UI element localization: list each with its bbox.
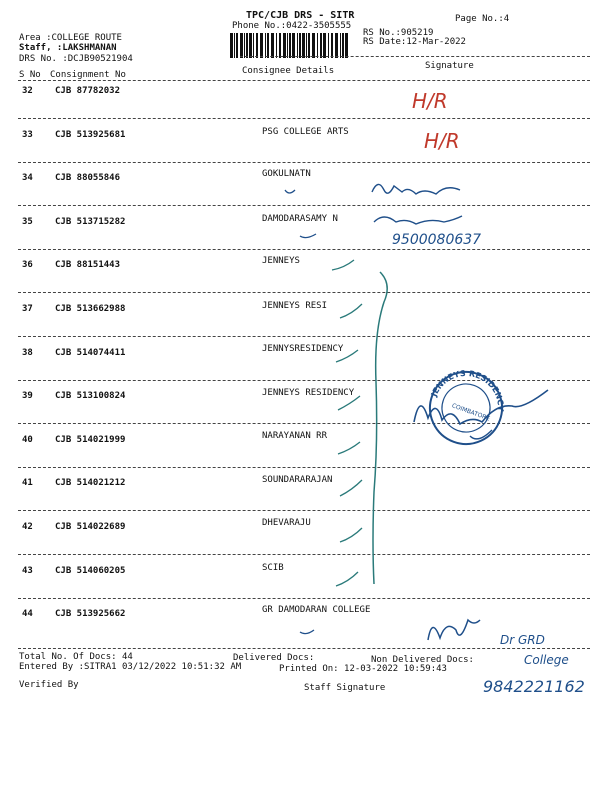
row-consignment-no: CJB 514022689 xyxy=(55,522,126,532)
row-sno: 36 xyxy=(22,260,33,271)
row-consignee: NARAYANAN RR xyxy=(262,430,328,441)
printed-on: Printed On: 12-03-2022 10:59:43 xyxy=(279,664,447,674)
row-consignee: PSG COLLEGE ARTS xyxy=(262,126,349,137)
row-sno: 34 xyxy=(22,173,33,184)
row-consignment-no: CJB 87782032 xyxy=(55,86,121,96)
barcode-bar xyxy=(306,33,307,58)
row-consignee: DAMODARASAMY N xyxy=(262,213,338,224)
row-divider xyxy=(18,118,590,119)
row-consignee: JENNEYS xyxy=(262,256,300,267)
phone-note-row35: 9500080637 xyxy=(392,232,482,248)
barcode-bar xyxy=(328,33,329,58)
row-consignment-no: CJB 88055846 xyxy=(55,173,121,184)
row-divider xyxy=(18,510,590,511)
row-sno: 39 xyxy=(22,391,33,402)
barcode-bar xyxy=(240,33,243,58)
row-consignment-no: CJB 88151443 xyxy=(55,260,121,271)
barcode-bar xyxy=(345,33,348,58)
row-consignee: GOKULNATN xyxy=(262,169,311,180)
table-row xyxy=(0,475,600,522)
area-label: Area :COLLEGE ROUTE xyxy=(19,33,122,43)
table-row xyxy=(0,169,600,217)
row-divider xyxy=(18,249,590,250)
barcode-bar xyxy=(256,33,258,58)
barcode-bar xyxy=(340,33,341,58)
row-divider xyxy=(18,380,590,381)
delivered-docs: Delivered Docs: xyxy=(233,653,315,663)
barcode-bar xyxy=(312,33,315,58)
row-divider xyxy=(18,205,590,206)
table-row xyxy=(0,126,600,174)
barcode-bar xyxy=(234,33,235,58)
row-divider xyxy=(18,423,590,424)
row-consignment-no: CJB 514021999 xyxy=(55,434,126,445)
barcode-bar xyxy=(297,33,298,58)
header-divider-top xyxy=(240,56,590,57)
row-consignment-no: CJB 514060205 xyxy=(55,565,126,576)
row-sno: 32 xyxy=(22,86,33,96)
row-divider xyxy=(18,554,590,555)
barcode-bar xyxy=(299,33,301,58)
table-row xyxy=(0,301,600,348)
column-header-sno: S No xyxy=(19,70,41,80)
column-header-signature: Signature xyxy=(425,61,474,71)
barcode-bar xyxy=(236,33,238,58)
row-sno: 33 xyxy=(22,129,33,140)
footer-divider xyxy=(18,648,590,649)
barcode xyxy=(229,33,351,58)
row-consignment-no: CJB 514074411 xyxy=(55,347,126,358)
barcode-bar xyxy=(308,33,310,58)
barcode-bar xyxy=(331,33,333,58)
barcode-bar xyxy=(244,33,245,58)
column-header-consignee: Consignee Details xyxy=(242,66,335,76)
barcode-bar xyxy=(317,33,318,58)
barcode-bar xyxy=(276,33,277,58)
row-consignment-no: CJB 513925662 xyxy=(55,609,126,620)
barcode-bar xyxy=(289,33,291,58)
table-row xyxy=(0,343,600,392)
row-sno: 41 xyxy=(22,478,33,489)
table-row xyxy=(0,605,600,653)
column-header-consignment: Consignment No xyxy=(50,70,126,80)
row-consignee: GR DAMODARAN COLLEGE xyxy=(262,605,371,616)
hr-mark-row32: H/R xyxy=(412,89,448,113)
row-sno: 37 xyxy=(22,304,33,314)
staff-label: Staff, :LAKSHMANAN xyxy=(19,43,117,53)
barcode-bar xyxy=(230,33,233,58)
document-title: TPC/CJB DRS - SITR xyxy=(246,10,355,21)
row-sno: 43 xyxy=(22,565,33,576)
row-sno: 44 xyxy=(22,609,33,620)
phone-number: Phone No.:0422-3505555 xyxy=(232,21,352,31)
row-sno: 35 xyxy=(22,216,33,227)
stamp-city: COIMBATORE xyxy=(450,402,491,423)
note-college: College xyxy=(524,653,569,667)
table-row xyxy=(0,388,600,435)
row-divider xyxy=(18,467,590,468)
barcode-bar xyxy=(323,33,326,58)
barcode-bar xyxy=(302,33,305,58)
row-consignment-no: CJB 514021212 xyxy=(55,478,126,489)
row-consignee: JENNEYS RESIDENCY xyxy=(262,388,355,399)
barcode-bar xyxy=(267,33,269,58)
barcode-bar xyxy=(253,33,254,58)
row-divider xyxy=(18,162,590,163)
row-consignee: JENNYSRESIDENCY xyxy=(262,343,344,354)
barcode-bar xyxy=(292,33,295,58)
drs-number: DRS No. :DCJB90521904 xyxy=(19,54,133,64)
row-consignment-no: CJB 513662988 xyxy=(55,304,126,314)
header-divider-bottom xyxy=(18,80,590,81)
row-sno: 38 xyxy=(22,347,33,358)
row-consignment-no: CJB 513715282 xyxy=(55,216,126,227)
barcode-bar xyxy=(260,33,263,58)
verified-by: Verified By xyxy=(19,680,79,690)
rs-number: RS No.:905219 xyxy=(363,28,434,38)
table-row xyxy=(0,256,600,304)
phone-note-row44: 9842221162 xyxy=(483,677,585,696)
note-dr-grd: Dr GRD xyxy=(500,633,545,647)
barcode-bar xyxy=(283,33,286,58)
table-row xyxy=(0,213,600,261)
barcode-bar xyxy=(320,33,322,58)
barcode-bar xyxy=(265,33,266,58)
row-sno: 42 xyxy=(22,522,33,532)
row-consignee: SCIB xyxy=(262,562,284,573)
entered-by: Entered By :SITRA1 03/12/2022 10:51:32 AM xyxy=(19,662,242,672)
row-consignee: JENNEYS RESI xyxy=(262,301,328,311)
barcode-bar xyxy=(287,33,288,58)
barcode-bar xyxy=(246,33,248,58)
table-row xyxy=(0,518,600,566)
barcode-bar xyxy=(271,33,274,58)
table-row xyxy=(0,86,600,130)
row-divider xyxy=(18,336,590,337)
page-number: Page No.:4 xyxy=(455,14,510,24)
svg-text:JENNEYS RESIDENCY: JENNEYS RESIDENCY xyxy=(429,368,506,412)
row-consignment-no: CJB 513100824 xyxy=(55,391,126,402)
barcode-bar xyxy=(249,33,252,58)
hr-mark-row33: H/R xyxy=(424,129,460,153)
table-row xyxy=(0,430,600,479)
row-consignment-no: CJB 513925681 xyxy=(55,129,126,140)
staff-signature-label: Staff Signature xyxy=(304,683,386,693)
rs-date: RS Date:12-Mar-2022 xyxy=(363,37,466,47)
row-consignee: DHEVARAJU xyxy=(262,518,311,528)
barcode-bar xyxy=(335,33,338,58)
row-consignee: SOUNDARARAJAN xyxy=(262,475,333,486)
row-sno: 40 xyxy=(22,434,33,445)
barcode-bar xyxy=(279,33,281,58)
row-divider xyxy=(18,598,590,599)
barcode-bar xyxy=(342,33,344,58)
table-row xyxy=(0,562,600,610)
total-docs: Total No. Of Docs: 44 xyxy=(19,652,133,662)
row-divider xyxy=(18,292,590,293)
non-delivered-docs: Non Delivered Docs: xyxy=(371,655,474,665)
